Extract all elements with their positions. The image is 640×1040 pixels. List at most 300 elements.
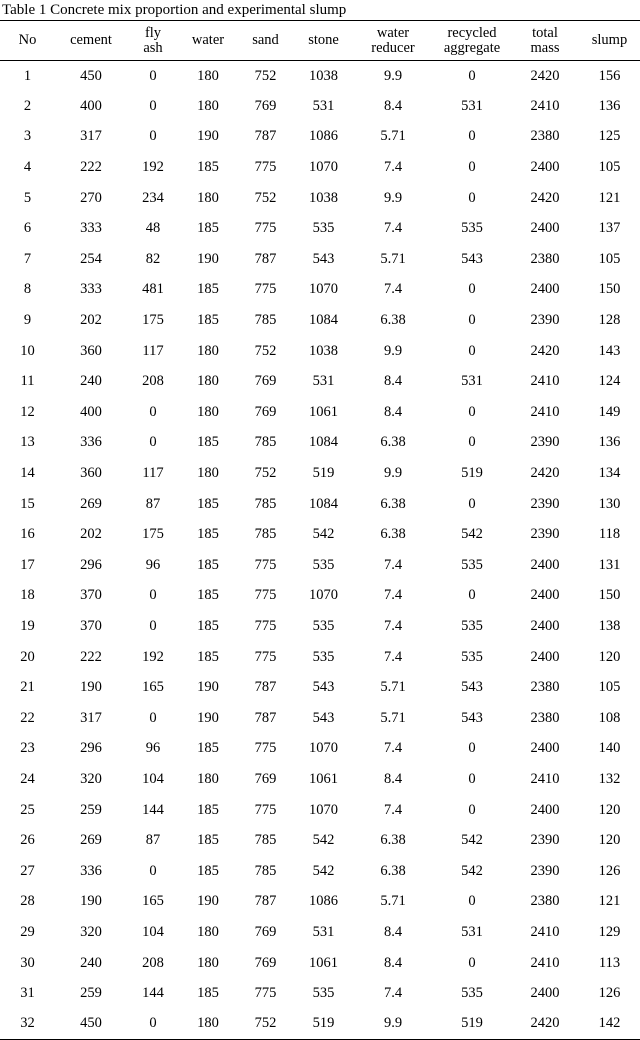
table-cell: 234 bbox=[142, 189, 164, 206]
table-cell: 542 bbox=[461, 832, 483, 849]
table-row bbox=[0, 305, 640, 336]
table-cell: 14 bbox=[20, 465, 35, 482]
table-cell: 2410 bbox=[530, 923, 560, 940]
table-cell: 531 bbox=[461, 373, 483, 390]
table-cell: 535 bbox=[312, 617, 335, 634]
table-cell: 185 bbox=[197, 832, 219, 849]
column-header bbox=[237, 21, 294, 61]
table-cell: 752 bbox=[254, 465, 277, 482]
table-cell: 6.38 bbox=[380, 495, 406, 512]
table-cell: 1084 bbox=[309, 434, 338, 451]
table-cell: 0 bbox=[468, 67, 476, 84]
table-cell: 5.71 bbox=[380, 679, 406, 696]
table-cell: 8.4 bbox=[383, 403, 403, 420]
table-cell: 2410 bbox=[530, 403, 560, 420]
table-cell: 1070 bbox=[309, 159, 338, 176]
table-cell: 7.4 bbox=[383, 740, 403, 757]
table-cell: 360 bbox=[80, 342, 102, 359]
table-cell: 185 bbox=[197, 617, 219, 634]
table-cell: 787 bbox=[254, 893, 277, 910]
table-cell: 136 bbox=[598, 434, 621, 451]
table-cell: 82 bbox=[145, 250, 161, 267]
table-cell: 150 bbox=[598, 587, 621, 604]
table-cell: 6.38 bbox=[380, 434, 406, 451]
table-cell: 121 bbox=[598, 189, 621, 206]
table-cell: 2400 bbox=[530, 740, 560, 757]
table-cell: 787 bbox=[254, 709, 277, 726]
table-cell: 27 bbox=[20, 862, 35, 879]
table-cell: 775 bbox=[254, 159, 277, 176]
table-cell: 370 bbox=[80, 587, 102, 604]
table-cell: 2420 bbox=[530, 67, 560, 84]
table-cell: 0 bbox=[468, 740, 476, 757]
table-cell: 752 bbox=[254, 67, 277, 84]
table-cell: 787 bbox=[254, 128, 277, 145]
table-cell: 25 bbox=[20, 801, 35, 818]
table-cell: 542 bbox=[461, 526, 483, 543]
table-cell: 2380 bbox=[530, 250, 560, 267]
table-cell: 185 bbox=[197, 740, 219, 757]
table-cell: 0 bbox=[127, 1009, 179, 1040]
table-cell: 2410 bbox=[530, 770, 560, 787]
table-cell: 775 bbox=[254, 740, 277, 757]
table-row bbox=[0, 152, 640, 183]
mix-proportion-table bbox=[0, 20, 640, 1040]
table-cell: 259 bbox=[80, 985, 102, 1002]
table-row bbox=[0, 519, 640, 550]
table-cell: 259 bbox=[80, 801, 102, 818]
table-row bbox=[0, 978, 640, 1009]
table-cell: 269 bbox=[80, 495, 102, 512]
table-cell: 317 bbox=[80, 128, 102, 145]
table-cell: 6.38 bbox=[380, 832, 406, 849]
table-cell: 0 bbox=[149, 128, 157, 145]
table-cell: 0 bbox=[468, 893, 476, 910]
table-cell: 2400 bbox=[530, 220, 560, 237]
table-cell: 320 bbox=[80, 770, 102, 787]
table-cell: 0 bbox=[468, 342, 476, 359]
table-cell: 185 bbox=[197, 587, 219, 604]
table-cell: 1038 bbox=[309, 67, 338, 84]
table-cell: 0 bbox=[149, 403, 157, 420]
table-cell: 542 bbox=[461, 862, 483, 879]
column-header-label: water bbox=[191, 32, 225, 48]
table-cell: 787 bbox=[254, 679, 277, 696]
table-cell: 156 bbox=[598, 67, 621, 84]
table-row bbox=[0, 917, 640, 948]
table-cell: 202 bbox=[80, 526, 102, 543]
table-cell: 125 bbox=[598, 128, 621, 145]
table-cell: 2400 bbox=[530, 617, 560, 634]
table-cell: 535 bbox=[461, 617, 483, 634]
table-cell: 0 bbox=[468, 587, 476, 604]
table-cell: 752 bbox=[254, 189, 277, 206]
column-header-label: cement bbox=[70, 32, 112, 48]
table-cell: 2390 bbox=[530, 312, 560, 329]
table-cell: 105 bbox=[598, 159, 621, 176]
table-cell: 769 bbox=[254, 403, 277, 420]
table-cell: 124 bbox=[598, 373, 621, 390]
table-cell: 7.4 bbox=[383, 801, 403, 818]
table-cell: 185 bbox=[197, 648, 219, 665]
table-cell: 2420 bbox=[530, 189, 560, 206]
table-cell: 7.4 bbox=[383, 159, 403, 176]
column-header bbox=[0, 21, 55, 61]
table-row bbox=[0, 887, 640, 918]
table-cell: 769 bbox=[254, 954, 277, 971]
table-cell: 0 bbox=[149, 862, 157, 879]
table-cell: 2420 bbox=[530, 342, 560, 359]
table-cell: 126 bbox=[598, 862, 621, 879]
table-row bbox=[0, 672, 640, 703]
table-cell: 785 bbox=[254, 526, 277, 543]
table-cell: 8.4 bbox=[383, 923, 403, 940]
table-cell: 370 bbox=[80, 617, 102, 634]
table-cell: 185 bbox=[197, 220, 219, 237]
column-header bbox=[511, 21, 579, 61]
table-cell: 0 bbox=[468, 312, 476, 329]
table-cell: 535 bbox=[312, 648, 335, 665]
table-cell: 19 bbox=[20, 617, 35, 634]
table-cell: 2390 bbox=[530, 526, 560, 543]
table-cell: 769 bbox=[254, 373, 277, 390]
table-cell: 7.4 bbox=[383, 617, 403, 634]
table-row bbox=[0, 366, 640, 397]
table-cell: 96 bbox=[145, 740, 161, 757]
table-row bbox=[0, 458, 640, 489]
table-cell: 32 bbox=[0, 1009, 55, 1040]
table-cell: 1084 bbox=[309, 495, 338, 512]
table-cell: 105 bbox=[598, 679, 621, 696]
table-cell: 0 bbox=[468, 770, 476, 787]
table-cell: 336 bbox=[80, 862, 102, 879]
column-header-label: stone bbox=[308, 32, 339, 48]
table-cell: 9.9 bbox=[383, 189, 403, 206]
table-cell: 2400 bbox=[530, 281, 560, 298]
table-cell: 543 bbox=[312, 679, 335, 696]
table-cell: 144 bbox=[142, 801, 164, 818]
table-row bbox=[0, 642, 640, 673]
table-cell: 2390 bbox=[530, 862, 560, 879]
table-cell: 180 bbox=[197, 465, 219, 482]
table-cell: 0 bbox=[468, 159, 476, 176]
table-cell: 775 bbox=[254, 281, 277, 298]
column-header-label: fly bbox=[144, 24, 162, 41]
table-cell: 130 bbox=[598, 495, 621, 512]
table-cell: 752 bbox=[237, 1009, 294, 1040]
table-cell: 108 bbox=[598, 709, 621, 726]
column-header bbox=[294, 21, 353, 61]
table-cell: 175 bbox=[142, 526, 164, 543]
table-cell: 450 bbox=[80, 67, 102, 84]
table-cell: 519 bbox=[294, 1009, 353, 1040]
table-cell: 531 bbox=[312, 923, 335, 940]
table-caption: Table 1 Concrete mix proportion and experimental slump bbox=[2, 2, 347, 18]
table-cell: 542 bbox=[312, 832, 335, 849]
table-cell: 785 bbox=[254, 862, 277, 879]
table-cell: 7 bbox=[23, 250, 32, 267]
column-header-label: water bbox=[376, 24, 410, 41]
table-cell: 149 bbox=[598, 403, 621, 420]
table-row bbox=[0, 213, 640, 244]
table-row bbox=[0, 61, 640, 92]
table-cell: 481 bbox=[142, 281, 164, 298]
table-cell: 8.4 bbox=[383, 954, 403, 971]
table-cell: 28 bbox=[20, 893, 35, 910]
table-cell: 185 bbox=[197, 526, 219, 543]
table-cell: 165 bbox=[142, 679, 164, 696]
column-header bbox=[579, 21, 640, 61]
table-cell: 190 bbox=[197, 679, 219, 696]
table-cell: 11 bbox=[20, 373, 35, 390]
table-cell: 320 bbox=[80, 923, 102, 940]
table-cell: 2410 bbox=[530, 954, 560, 971]
table-cell: 136 bbox=[598, 97, 621, 114]
column-header bbox=[433, 21, 511, 61]
column-header bbox=[127, 21, 179, 61]
table-cell: 9 bbox=[23, 312, 32, 329]
table-cell: 1038 bbox=[309, 189, 338, 206]
table-cell: 333 bbox=[80, 220, 102, 237]
table-cell: 12 bbox=[20, 403, 35, 420]
table-cell: 137 bbox=[598, 220, 621, 237]
table-cell: 131 bbox=[598, 556, 621, 573]
table-cell: 9.9 bbox=[383, 67, 403, 84]
table-cell: 150 bbox=[598, 281, 621, 298]
table-cell: 26 bbox=[20, 832, 35, 849]
table-cell: 8.4 bbox=[383, 373, 403, 390]
table-cell: 202 bbox=[80, 312, 102, 329]
table-row bbox=[0, 581, 640, 612]
table-cell: 140 bbox=[598, 740, 621, 757]
table-cell: 165 bbox=[142, 893, 164, 910]
table-cell: 0 bbox=[468, 189, 476, 206]
table-cell: 6.38 bbox=[380, 312, 406, 329]
table-cell: 1061 bbox=[309, 954, 338, 971]
table-cell: 96 bbox=[145, 556, 161, 573]
table-cell: 7.4 bbox=[383, 648, 403, 665]
table-cell: 400 bbox=[80, 97, 102, 114]
table-cell: 185 bbox=[197, 281, 219, 298]
table-cell: 6 bbox=[23, 220, 32, 237]
table-cell: 6.38 bbox=[380, 862, 406, 879]
table-cell: 1 bbox=[23, 67, 32, 84]
table-row bbox=[0, 734, 640, 765]
table-cell: 775 bbox=[254, 985, 277, 1002]
table-cell: 254 bbox=[80, 250, 102, 267]
table-cell: 787 bbox=[254, 250, 277, 267]
column-header bbox=[55, 21, 127, 61]
table-cell: 2390 bbox=[530, 434, 560, 451]
table-cell: 1086 bbox=[309, 128, 338, 145]
table-cell: 129 bbox=[598, 923, 621, 940]
table-cell: 317 bbox=[80, 709, 102, 726]
table-cell: 0 bbox=[468, 281, 476, 298]
table-cell: 190 bbox=[80, 679, 102, 696]
table-cell: 18 bbox=[20, 587, 35, 604]
column-header-label: mass bbox=[530, 39, 560, 56]
table-cell: 134 bbox=[598, 465, 621, 482]
table-cell: 336 bbox=[80, 434, 102, 451]
table-cell: 192 bbox=[142, 159, 164, 176]
table-cell: 531 bbox=[461, 97, 483, 114]
table-cell: 48 bbox=[145, 220, 161, 237]
table-cell: 0 bbox=[468, 128, 476, 145]
table-cell: 269 bbox=[80, 832, 102, 849]
table-cell: 2380 bbox=[530, 679, 560, 696]
table-cell: 450 bbox=[55, 1009, 127, 1040]
table-cell: 3 bbox=[23, 128, 32, 145]
table-cell: 2400 bbox=[530, 985, 560, 1002]
table-cell: 31 bbox=[20, 985, 35, 1002]
table-cell: 400 bbox=[80, 403, 102, 420]
table-cell: 180 bbox=[197, 97, 219, 114]
table-cell: 296 bbox=[80, 556, 102, 573]
table-cell: 24 bbox=[20, 770, 35, 787]
table-cell: 185 bbox=[197, 985, 219, 1002]
table-cell: 2420 bbox=[530, 465, 560, 482]
table-cell: 775 bbox=[254, 587, 277, 604]
table-cell: 23 bbox=[20, 740, 35, 757]
table-cell: 535 bbox=[461, 648, 483, 665]
table-cell: 118 bbox=[598, 526, 621, 543]
table-cell: 9.9 bbox=[383, 342, 403, 359]
table-cell: 535 bbox=[312, 220, 335, 237]
table-cell: 0 bbox=[149, 587, 157, 604]
table-cell: 785 bbox=[254, 312, 277, 329]
column-header bbox=[353, 21, 433, 61]
table-cell: 360 bbox=[80, 465, 102, 482]
table-cell: 2400 bbox=[530, 801, 560, 818]
table-cell: 7.4 bbox=[383, 220, 403, 237]
table-cell: 175 bbox=[142, 312, 164, 329]
table-cell: 185 bbox=[197, 801, 219, 818]
table-cell: 2390 bbox=[530, 832, 560, 849]
table-cell: 6.38 bbox=[380, 526, 406, 543]
table-cell: 9.9 bbox=[383, 465, 403, 482]
table-cell: 1061 bbox=[309, 770, 338, 787]
table-cell: 519 bbox=[461, 465, 483, 482]
table-cell: 519 bbox=[433, 1009, 511, 1040]
table-cell: 535 bbox=[461, 556, 483, 573]
table-cell: 143 bbox=[598, 342, 621, 359]
table-cell: 240 bbox=[80, 373, 102, 390]
table-row bbox=[0, 122, 640, 153]
table-cell: 543 bbox=[312, 250, 335, 267]
column-header-label: reducer bbox=[371, 39, 415, 56]
table-row bbox=[0, 550, 640, 581]
table-cell: 0 bbox=[149, 709, 157, 726]
column-header-label: slump bbox=[591, 32, 628, 48]
table-cell: 296 bbox=[80, 740, 102, 757]
table-cell: 1061 bbox=[309, 403, 338, 420]
table-cell: 132 bbox=[598, 770, 621, 787]
table-cell: 120 bbox=[598, 832, 621, 849]
table-header-row bbox=[0, 21, 640, 61]
table-cell: 13 bbox=[20, 434, 35, 451]
table-cell: 180 bbox=[179, 1009, 237, 1040]
table-cell: 190 bbox=[197, 250, 219, 267]
table-cell: 120 bbox=[598, 648, 621, 665]
table-cell: 535 bbox=[312, 556, 335, 573]
table-cell: 775 bbox=[254, 556, 277, 573]
table-cell: 185 bbox=[197, 495, 219, 512]
table-row bbox=[0, 795, 640, 826]
table-cell: 2410 bbox=[530, 97, 560, 114]
table-cell: 104 bbox=[142, 923, 164, 940]
table-cell: 180 bbox=[197, 189, 219, 206]
table-cell: 22 bbox=[20, 709, 35, 726]
table-row bbox=[0, 489, 640, 520]
table-cell: 180 bbox=[197, 403, 219, 420]
table-cell: 2380 bbox=[530, 709, 560, 726]
table-cell: 185 bbox=[197, 862, 219, 879]
table-cell: 2420 bbox=[511, 1009, 579, 1040]
table-cell: 543 bbox=[461, 709, 483, 726]
table-cell: 7.4 bbox=[383, 556, 403, 573]
table-cell: 752 bbox=[254, 342, 277, 359]
table-cell: 785 bbox=[254, 434, 277, 451]
column-header bbox=[179, 21, 237, 61]
table-cell: 0 bbox=[149, 97, 157, 114]
table-cell: 208 bbox=[142, 373, 164, 390]
table-cell: 2400 bbox=[530, 556, 560, 573]
table-cell: 531 bbox=[461, 923, 483, 940]
table-cell: 1070 bbox=[309, 801, 338, 818]
table-row bbox=[0, 1009, 640, 1040]
table-cell: 144 bbox=[142, 985, 164, 1002]
table-cell: 2400 bbox=[530, 159, 560, 176]
table-row bbox=[0, 183, 640, 214]
table-cell: 20 bbox=[20, 648, 35, 665]
table-cell: 104 bbox=[142, 770, 164, 787]
table-row bbox=[0, 397, 640, 428]
table-row bbox=[0, 856, 640, 887]
table-cell: 180 bbox=[197, 954, 219, 971]
column-header-label: No bbox=[18, 32, 37, 48]
table-cell: 0 bbox=[468, 801, 476, 818]
table-row bbox=[0, 611, 640, 642]
table-cell: 222 bbox=[80, 648, 102, 665]
table-cell: 29 bbox=[20, 923, 35, 940]
table-cell: 180 bbox=[197, 770, 219, 787]
table-cell: 535 bbox=[461, 985, 483, 1002]
table-cell: 2380 bbox=[530, 128, 560, 145]
table-row bbox=[0, 825, 640, 856]
table-cell: 180 bbox=[197, 923, 219, 940]
table-cell: 7.4 bbox=[383, 985, 403, 1002]
table-cell: 21 bbox=[20, 679, 35, 696]
table-cell: 121 bbox=[598, 893, 621, 910]
table-cell: 769 bbox=[254, 97, 277, 114]
table-cell: 542 bbox=[312, 862, 335, 879]
table-cell: 87 bbox=[145, 832, 161, 849]
table-cell: 8.4 bbox=[383, 97, 403, 114]
column-header-label: total bbox=[532, 24, 558, 41]
table-row bbox=[0, 703, 640, 734]
table-cell: 1086 bbox=[309, 893, 338, 910]
table-cell: 785 bbox=[254, 832, 277, 849]
table-cell: 775 bbox=[254, 617, 277, 634]
table-cell: 333 bbox=[80, 281, 102, 298]
table-cell: 190 bbox=[197, 128, 219, 145]
table-cell: 535 bbox=[461, 220, 483, 237]
table-cell: 0 bbox=[149, 617, 157, 634]
table-cell: 1070 bbox=[309, 281, 338, 298]
table-cell: 126 bbox=[598, 985, 621, 1002]
table-cell: 0 bbox=[149, 67, 157, 84]
table-cell: 180 bbox=[197, 373, 219, 390]
